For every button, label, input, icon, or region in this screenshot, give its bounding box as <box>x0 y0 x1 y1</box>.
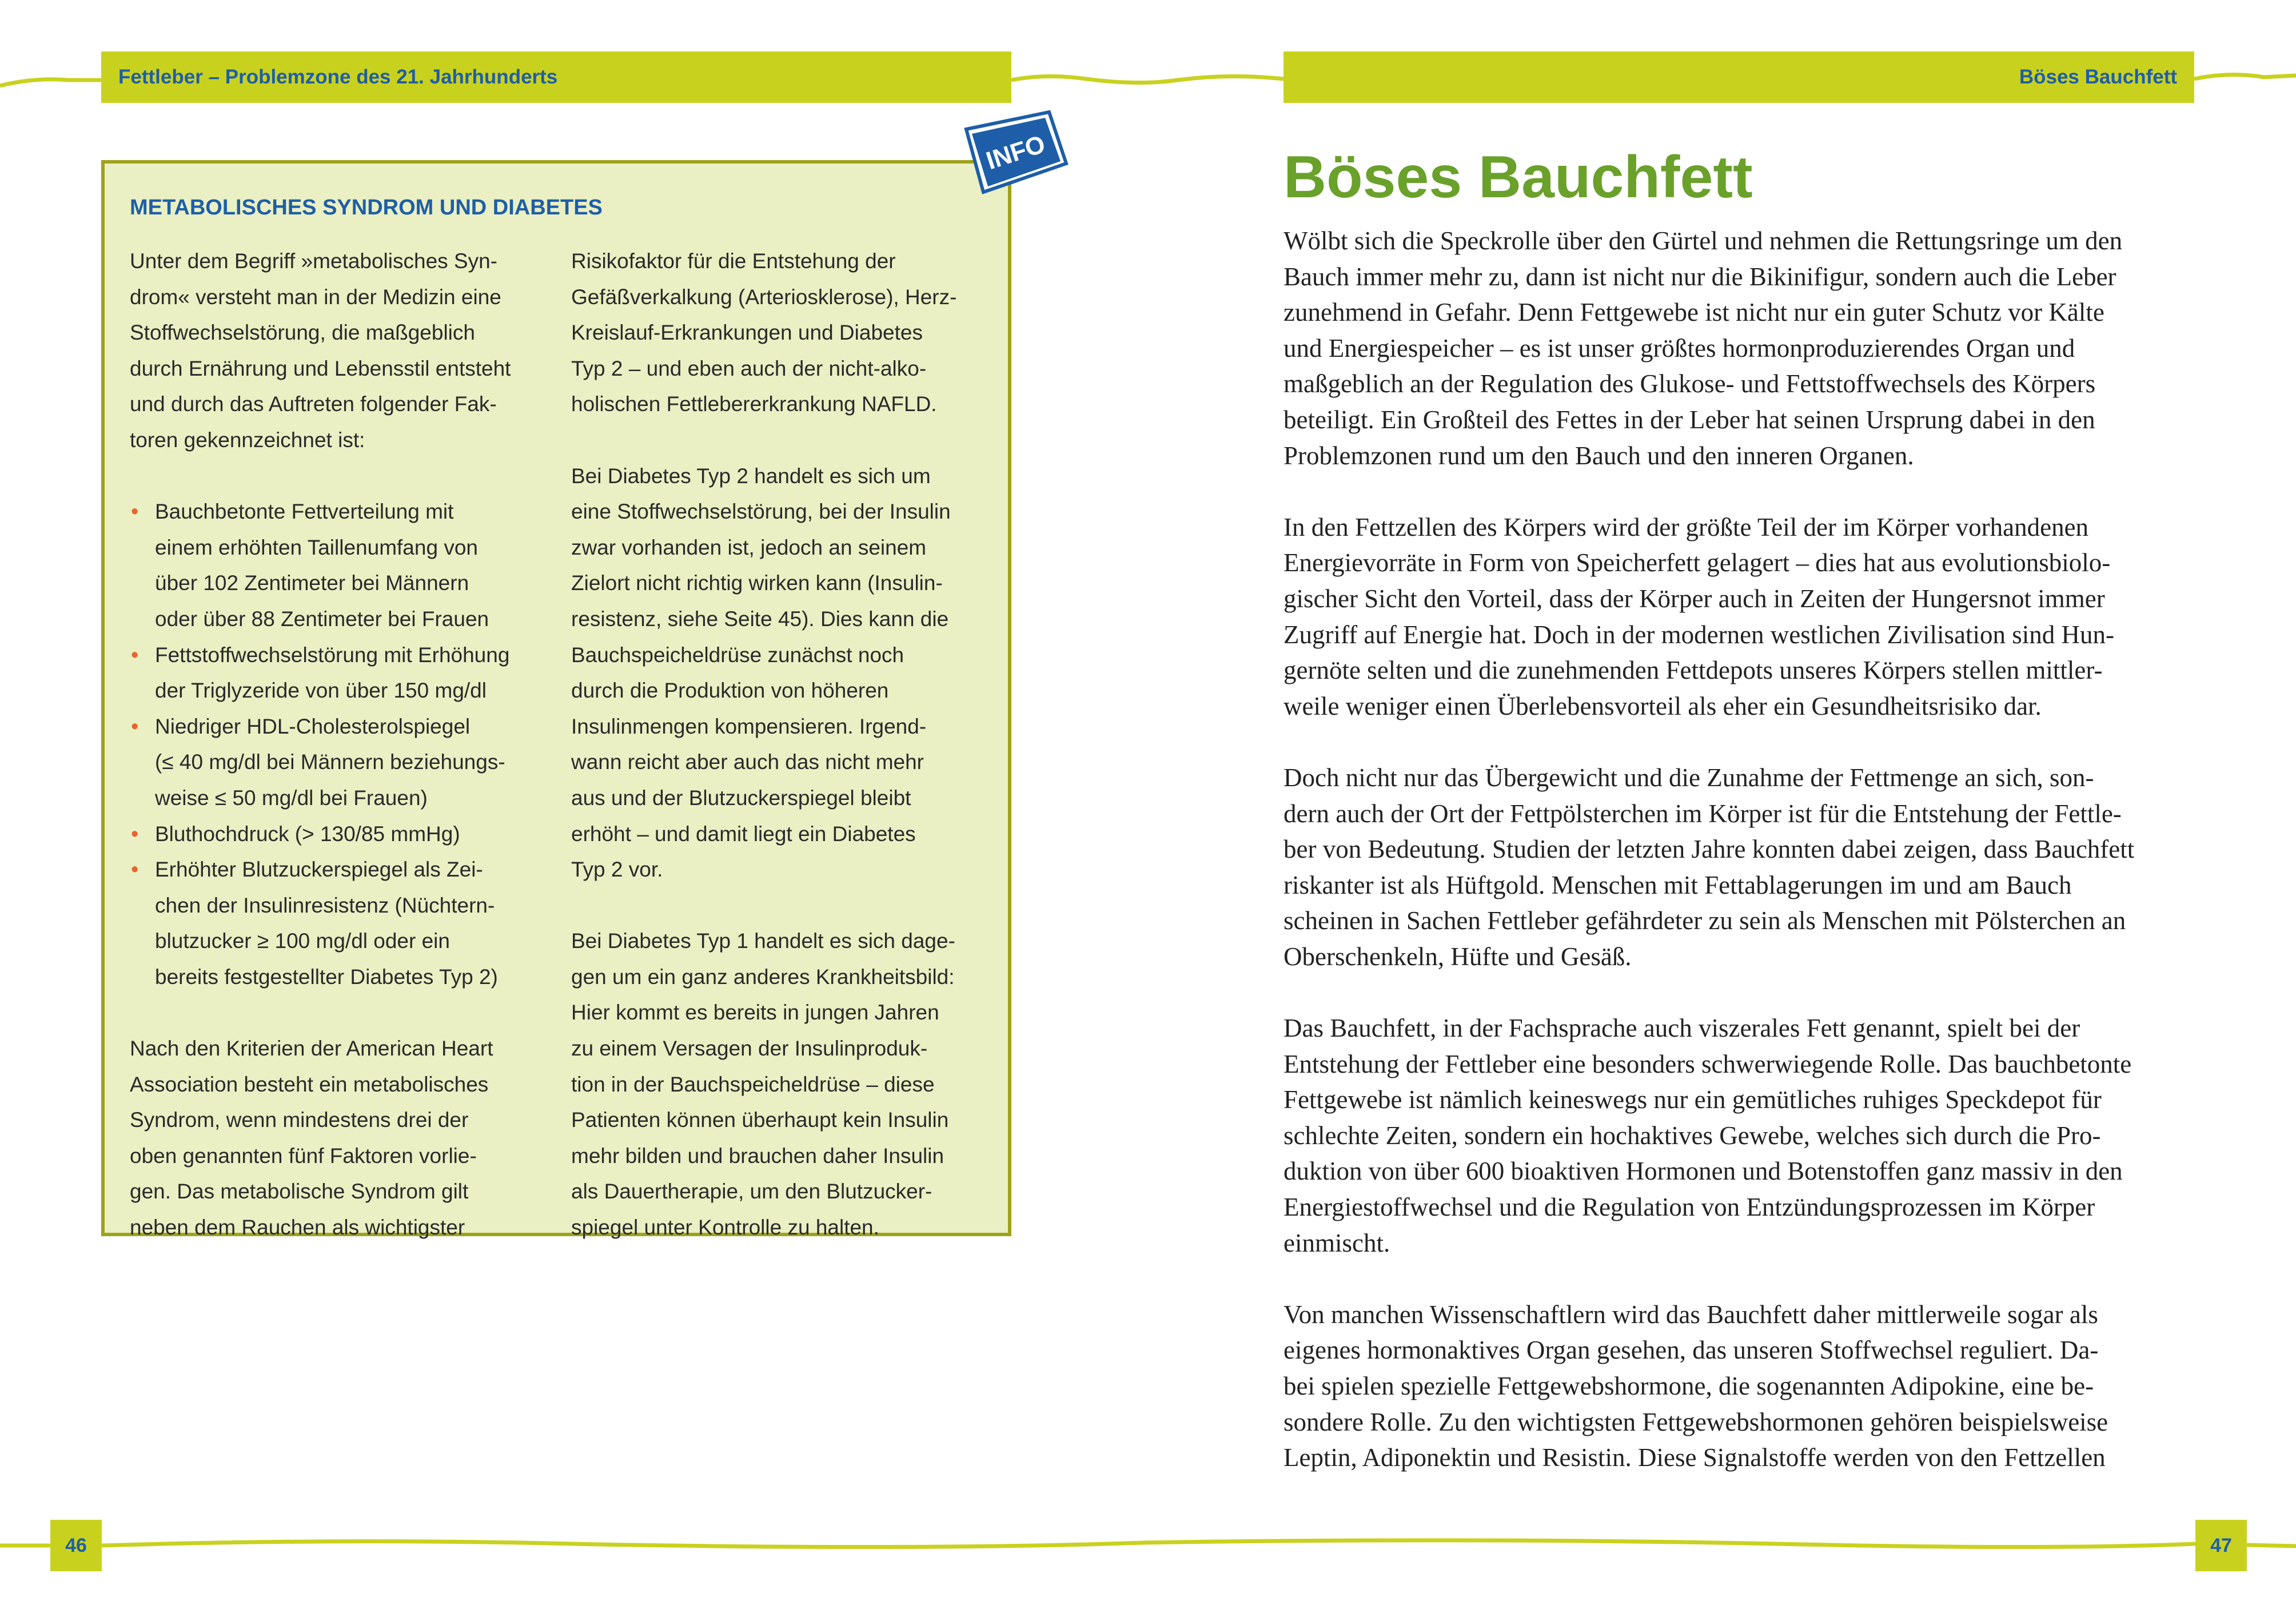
text-line: chen der Insulinresistenz (Nüchtern- <box>155 893 495 917</box>
text-line: neben dem Rauchen als wichtigster <box>130 1216 465 1240</box>
text-line: drom« versteht man in der Medizin eine <box>130 285 501 309</box>
text-line: In den Fettzellen des Körpers wird der größte Teil der im Körper vorhandenen <box>1283 512 2089 541</box>
bullet-icon: • <box>131 822 139 846</box>
text-line: Fettstoffwechselstörung mit Erhöhung <box>155 643 510 667</box>
text-line: Zugriff auf Energie hat. Doch in der modernen westlichen Zivilisation sind Hun- <box>1283 620 2114 649</box>
text-line: oder über 88 Zentimeter bei Frauen <box>155 607 489 631</box>
text-line: eine Stoffwechselstörung, bei der Insulin <box>571 500 951 524</box>
text-line: (≤ 40 mg/dl bei Männern beziehungs- <box>155 750 505 774</box>
text-line: Bluthochdruck (> 130/85 mmHg) <box>155 822 460 846</box>
text-line: mehr bilden und brauchen daher Insulin <box>571 1144 944 1168</box>
text-line: sondere Rolle. Zu den wichtigsten Fettgewebshormonen gehören beispielsweise <box>1283 1407 2108 1436</box>
info-badge-label: INFO <box>983 130 1049 176</box>
text-line: Von manchen Wissenschaftlern wird das Bauchfett daher mittlerweile sogar als <box>1283 1300 2098 1329</box>
text-line: durch die Produktion von höheren <box>571 679 889 703</box>
text-line: Fettgewebe ist nämlich keineswegs nur ein gemütliches ruhiges Speckdepot für <box>1283 1085 2102 1114</box>
text-line: holischen Fettlebererkrankung NAFLD. <box>571 392 937 416</box>
text-line: Kreislauf-Erkrankungen und Diabetes <box>571 321 923 345</box>
bullet-item <box>130 494 547 637</box>
text-line: dern auch der Ort der Fettpölsterchen im Körper ist für die Entstehung der Fettle- <box>1283 799 2122 828</box>
text-line: Bauch immer mehr zu, dann ist nicht nur die Bikinifigur, sondern auch die Leber <box>1283 262 2116 291</box>
text-line: Energievorräte in Form von Speicherfett gelagert – dies hat aus evolutionsbiolo- <box>1283 548 2111 577</box>
text-line: Stoffwechselstörung, die maßgeblich <box>130 321 475 345</box>
text-line: einmischt. <box>1283 1228 1390 1257</box>
text-line: scheinen in Sachen Fettleber gefährdeter zu sein als Menschen mit Pölsterchen an <box>1283 906 2126 935</box>
text-line: beteiligt. Ein Großteil des Fettes in der Leber hat seinen Ursprung dabei in den <box>1283 405 2095 434</box>
bullet-icon: • <box>131 714 139 739</box>
text-line: Gefäßverkalkung (Arteriosklerose), Herz- <box>571 285 957 309</box>
text-line: Zielort nicht richtig wirken kann (Insulin- <box>571 571 943 595</box>
text-line: Bei Diabetes Typ 1 handelt es sich dage- <box>571 929 955 953</box>
text-line: und durch das Auftreten folgender Fak- <box>130 392 497 416</box>
bullet-icon: • <box>131 643 139 667</box>
bullet-icon: • <box>131 858 139 882</box>
text-line: Association besteht ein metabolisches <box>130 1072 489 1096</box>
article-body <box>1283 223 2198 1476</box>
text-line: spiegel unter Kontrolle zu halten. <box>571 1216 879 1240</box>
bullet-item <box>130 852 547 995</box>
text-line: und Energiespeicher – es ist unser größtes hormonproduzierendes Organ und <box>1283 333 2075 363</box>
text-line: Doch nicht nur das Übergewicht und die Zunahme der Fettmenge an sich, son- <box>1283 763 2094 792</box>
text-line: Bei Diabetes Typ 2 handelt es sich um <box>571 464 931 488</box>
info-column-2 <box>571 244 994 1246</box>
text-line: zwar vorhanden ist, jedoch an seinem <box>571 535 927 559</box>
text-line: Bauchbetonte Fettverteilung mit <box>155 500 454 524</box>
info-column-1 <box>130 244 547 1246</box>
text-line: Insulinmengen kompensieren. Irgend- <box>571 714 927 738</box>
info-box <box>101 160 1011 1240</box>
text-line: gischer Sicht den Vorteil, dass der Körper auch in Zeiten der Hungersnot immer <box>1283 584 2105 613</box>
text-line: zu einem Versagen der Insulinproduk- <box>571 1037 928 1061</box>
text-line: schlechte Zeiten, sondern ein hochaktives Gewebe, welches sich durch die Pro- <box>1283 1121 2101 1150</box>
text-line: Erhöhter Blutzuckerspiegel als Zei- <box>155 858 483 882</box>
text-line: ber von Bedeutung. Studien der letzten Jahre konnten dabei zeigen, dass Bauchfett <box>1283 835 2135 864</box>
text-line: Energiestoffwechsel und die Regulation von Entzündungsprozessen im Körper <box>1283 1193 2095 1222</box>
text-line: durch Ernährung und Lebensstil entsteht <box>130 356 511 380</box>
text-line: Bauchspeicheldrüse zunächst noch <box>571 643 904 667</box>
bullet-icon: • <box>131 500 139 524</box>
text-line: Hier kommt es bereits in jungen Jahren <box>571 1001 939 1025</box>
text-line: Niedriger HDL-Cholesterolspiegel <box>155 714 471 738</box>
text-line: Oberschenkeln, Hüfte und Gesäß. <box>1283 942 1632 971</box>
text-line: oben genannten fünf Faktoren vorlie- <box>130 1144 477 1168</box>
text-line: der Triglyzeride von über 150 mg/dl <box>155 679 487 703</box>
text-line: Wölbt sich die Speckrolle über den Gürtel und nehmen die Rettungsringe um den <box>1283 226 2123 255</box>
text-line: Leptin, Adiponektin und Resistin. Diese Signalstoffe werden von den Fettzellen <box>1283 1443 2106 1472</box>
running-header-left: Fettleber – Problemzone des 21. Jahrhunderts <box>101 51 1011 103</box>
bullet-item <box>130 817 547 853</box>
text-line: weile weniger einen Überlebensvorteil als eher ein Gesundheitsrisiko dar. <box>1283 691 2042 720</box>
text-line: gen. Das metabolische Syndrom gilt <box>130 1180 469 1204</box>
text-line: tion in der Bauchspeicheldrüse – diese <box>571 1072 935 1096</box>
text-line: Nach den Kriterien der American Heart <box>130 1037 493 1061</box>
text-line: wann reicht aber auch das nicht mehr <box>571 750 924 774</box>
text-line: gen um ein ganz anderes Krankheitsbild: <box>571 965 955 989</box>
info-badge-icon <box>949 106 1072 204</box>
text-line: erhöht – und damit liegt ein Diabetes <box>571 822 916 846</box>
text-line: Unter dem Begriff »metabolisches Syn- <box>130 249 498 273</box>
page-number-left: 46 <box>50 1520 102 1571</box>
text-line: als Dauertherapie, um den Blutzucker- <box>571 1180 932 1204</box>
bullet-item <box>130 638 547 709</box>
text-line: gernöte selten und die zunehmenden Fettdepots unseres Körpers stellen mittler- <box>1283 656 2103 685</box>
text-line: Typ 2 vor. <box>571 858 663 882</box>
text-line: toren gekennzeichnet ist: <box>130 428 365 452</box>
text-line: blutzucker ≥ 100 mg/dl oder ein <box>155 929 450 953</box>
info-box-title: METABOLISCHES SYNDROM UND DIABETES <box>130 195 603 220</box>
bullet-item <box>130 709 547 817</box>
text-line: zunehmend in Gefahr. Denn Fettgewebe ist nicht nur ein guter Schutz vor Kälte <box>1283 298 2104 327</box>
text-line: eigenes hormonaktives Organ gesehen, das unseren Stoffwechsel reguliert. Da- <box>1283 1336 2099 1365</box>
running-header-right: Böses Bauchfett <box>1283 51 2194 103</box>
text-line: Problemzonen rund um den Bauch und den inneren Organen. <box>1283 441 1914 470</box>
text-line: Typ 2 – und eben auch der nicht-alko- <box>571 356 927 380</box>
text-line: duktion von über 600 bioaktiven Hormonen und Botenstoffen ganz massiv in den <box>1283 1157 2123 1186</box>
text-line: resistenz, siehe Seite 45). Dies kann die <box>571 607 949 631</box>
text-line: Entstehung der Fettleber eine besonders schwerwiegende Rolle. Das bauchbetonte <box>1283 1049 2132 1078</box>
text-line: weise ≤ 50 mg/dl bei Frauen) <box>155 786 428 810</box>
text-line: maßgeblich an der Regulation des Glukose- und Fettstoffwechsels des Körpers <box>1283 369 2096 399</box>
text-line: bei spielen spezielle Fettgewebshormone, die sogenannten Adipokine, eine be- <box>1283 1372 2094 1400</box>
text-line: Patienten können überhaupt kein Insulin <box>571 1108 949 1132</box>
page-number-right: 47 <box>2195 1520 2247 1571</box>
text-line: Risikofaktor für die Entstehung der <box>571 249 896 273</box>
text-line: einem erhöhten Taillenumfang von <box>155 535 478 559</box>
text-line: aus und der Blutzuckerspiegel bleibt <box>571 786 911 810</box>
text-line: Das Bauchfett, in der Fachsprache auch viszerales Fett genannt, spielt bei der <box>1283 1014 2080 1043</box>
text-line: riskanter ist als Hüftgold. Menschen mit Fettablagerungen im und am Bauch <box>1283 870 2072 899</box>
text-line: bereits festgestellter Diabetes Typ 2) <box>155 965 498 989</box>
article-title: Böses Bauchfett <box>1283 144 1753 210</box>
text-line: über 102 Zentimeter bei Männern <box>155 571 469 595</box>
text-line: Syndrom, wenn mindestens drei der <box>130 1108 469 1132</box>
